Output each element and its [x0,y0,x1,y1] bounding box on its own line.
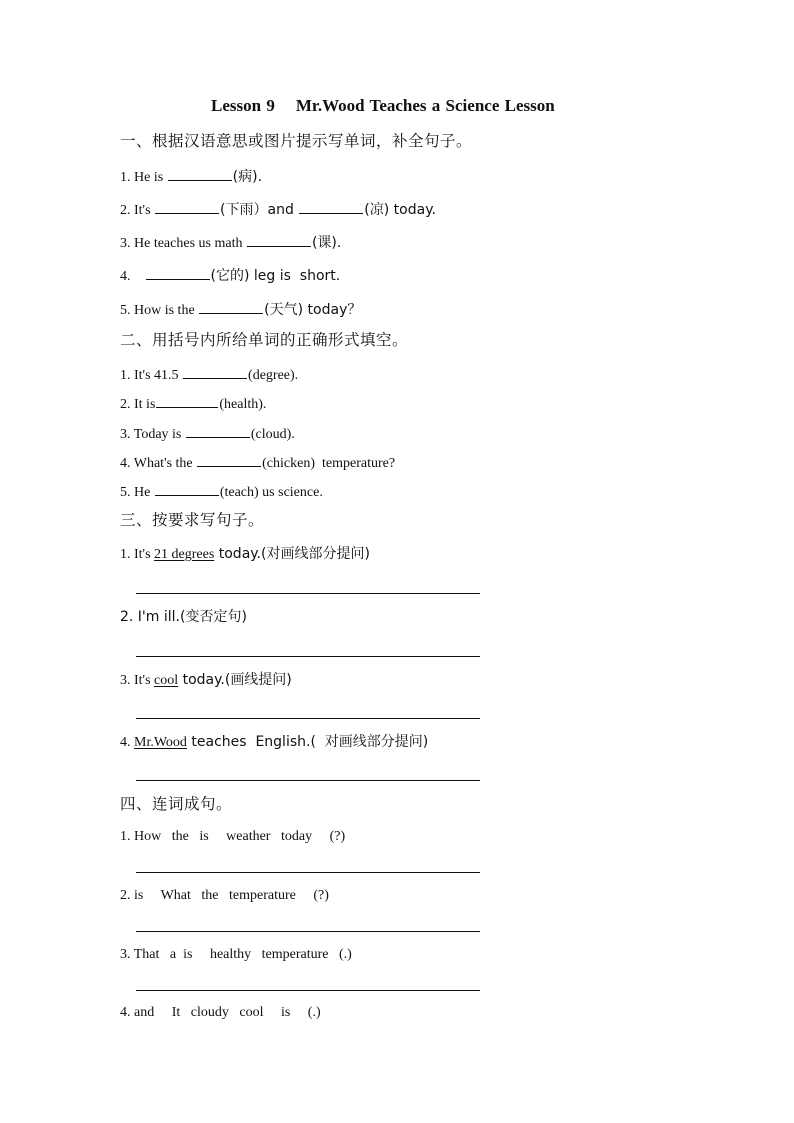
s4-question-2: 2. is What the temperature (?) [120,888,329,903]
answer-line[interactable] [136,780,480,781]
s2-q4-text: 4. What's the [120,456,197,471]
s2-q5-hint: (teach) us science. [219,485,323,500]
answer-line[interactable] [136,593,480,594]
section-2-heading: 二、用括号内所给单词的正确形式填空。 [120,331,409,349]
s3-question-1 [120,545,370,564]
s1-q4-hint: (它的) leg is short. [210,268,341,284]
answer-blank[interactable] [197,452,261,467]
s3-q1-instruction: today.(对画线部分提问) [214,546,370,562]
answer-blank[interactable] [146,265,210,280]
s2-q3-hint: (cloud). [250,427,295,442]
answer-line[interactable] [136,990,480,991]
s1-q3-text: 3. He teaches us math [120,236,246,251]
s2-q2-text: 2. It is [120,397,156,412]
s3-q3-text: 3. It's [120,673,155,688]
s2-q1-hint: (degree). [248,368,299,383]
answer-line[interactable] [136,931,480,932]
s3-question-3 [120,671,292,690]
s3-q4-text: 4. [120,735,134,750]
answer-blank[interactable] [199,299,263,314]
s1-q4-text: 4. [120,269,145,284]
section-3-heading: 三、按要求写句子。 [120,511,265,529]
answer-line[interactable] [136,718,480,719]
answer-blank[interactable] [156,393,218,408]
s1-q3-hint: (课). [311,235,342,251]
s2-question-3 [120,423,295,444]
answer-blank[interactable] [299,199,363,214]
answer-line[interactable] [136,656,480,657]
answer-line[interactable] [136,872,480,873]
answer-blank[interactable] [183,364,247,379]
s3-q3-instruction: today.(画线提问) [178,672,292,688]
s3-q3-underlined: cool [154,673,179,688]
s4-question-4: 4. and It cloudy cool is (.) [120,1005,321,1020]
s3-q4-instruction: teaches English.( 对画线部分提问) [186,734,429,750]
answer-blank[interactable] [155,481,219,496]
s1-q5-hint: (天气) today？ [264,302,362,318]
answer-blank[interactable] [155,199,219,214]
s2-question-5 [120,481,323,502]
worksheet-title: Lesson 9 Mr.Wood Teaches a Science Lesson [211,96,555,115]
s1-q2-hint-a: (下雨）and [220,202,299,218]
s1-q1-hint: (病). [232,169,263,185]
section-4-heading: 四、连词成句。 [120,795,233,813]
s3-question-4 [120,733,428,752]
s2-q4-hint: (chicken) temperature? [262,456,396,471]
s1-question-2 [120,199,436,220]
s1-question-4 [120,265,340,286]
s2-q1-text: 1. It's 41.5 [120,368,183,383]
s4-question-1: 1. How the is weather today (?) [120,829,346,844]
s2-question-4 [120,452,395,473]
s2-question-1 [120,364,298,385]
s2-q2-hint: (health). [219,397,267,412]
s1-q2-text: 2. It's [120,203,155,218]
s4-question-3: 3. That a is healthy temperature (.) [120,947,352,962]
s3-q1-text: 1. It's [120,547,155,562]
s2-question-2 [120,393,266,414]
answer-blank[interactable] [247,232,311,247]
s3-question-2 [120,608,247,627]
s3-q4-underlined: Mr.Wood [134,735,187,750]
answer-blank[interactable] [186,423,250,438]
s1-q2-hint-b: (凉) today. [364,202,436,218]
s3-q2-text: 2. I'm ill.(变否定句) [120,609,247,625]
s1-q1-text: 1. He is [120,170,167,185]
s1-question-3 [120,232,341,253]
s1-question-1 [120,166,262,187]
s2-q5-text: 5. He [120,485,154,500]
s1-q5-text: 5. How is the [120,303,199,318]
s3-q1-underlined: 21 degrees [154,547,215,562]
s1-question-5 [120,299,361,320]
section-1-heading: 一、根据汉语意思或图片提示写单词，补全句子。 [120,132,473,150]
answer-blank[interactable] [168,166,232,181]
s2-q3-text: 3. Today is [120,427,185,442]
